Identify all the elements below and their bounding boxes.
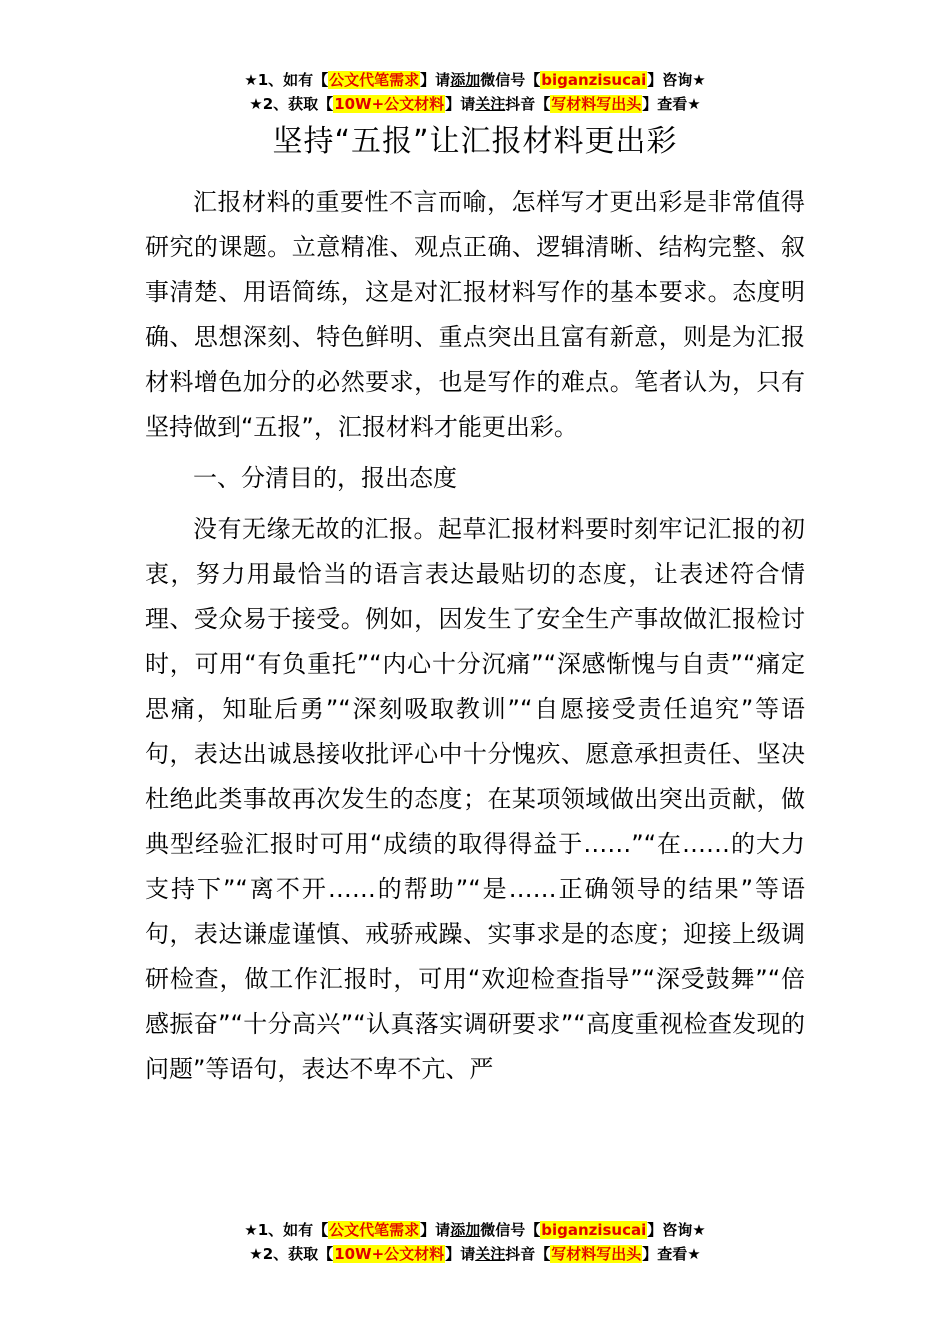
section-heading: 一、分清目的，报出态度 [193, 464, 457, 492]
highlight-text: 公文代笔需求 [329, 1221, 420, 1239]
underlined-text: 添加 [450, 71, 481, 89]
banner-text: 】请 [445, 1245, 476, 1263]
banner-text: 抖音【 [505, 95, 551, 113]
banner-text: ★1、如有【 [244, 1221, 329, 1239]
section-paragraph: 没有无缘无故的汇报。起草汇报材料要时刻牢记汇报的初衷，努力用最恰当的语言表达最贴切的态度，让表述符合情理、受众易于接受。例如，因发生了安全生产事故做汇报检讨时，可用“有负重托”“内心十分沉痛”“深感惭愧与自责”“痛定思痛，知耻后勇”“深刻吸取教训”“自愿接受责任追究”等语句，表达出诚恳接收批评心中十分愧疚、愿意承担责任、坚决杜绝此类事故再次发生的态度；在某项领域做出突出贡献，做典型经验汇报时可用“成绩的取得得益于……”“在……的大力支持下”“离不开……的帮助”“是……正确领导的结果”等语句，表达谦虚谨慎、戒骄戒躁、实事求是的态度；迎接上级调研检查，做工作汇报时，可用“欢迎检查指导”“深受鼓舞”“倍感振奋”“十分高兴”“认真落实调研要求”“高度重视检查发现的问题”等语句，表达不卑不亢、严 [145, 515, 805, 1083]
douyin-id: 写材料写出头 [551, 1245, 642, 1263]
header-banner [0, 68, 950, 116]
banner-text: ★2、获取【 [249, 1245, 334, 1263]
underlined-text: 关注 [475, 1245, 506, 1263]
underlined-text: 关注 [475, 95, 506, 113]
wechat-id: biganzisucai [541, 71, 647, 89]
douyin-id: 写材料写出头 [551, 95, 642, 113]
banner-text: ★2、获取【 [249, 95, 334, 113]
banner-text: 微信号【 [480, 71, 541, 89]
banner-text: 】咨询★ [647, 71, 706, 89]
underlined-text: 添加 [450, 1221, 481, 1239]
banner-text: 微信号【 [480, 1221, 541, 1239]
intro-paragraph: 汇报材料的重要性不言而喻，怎样写才更出彩是非常值得研究的课题。立意精准、观点正确、逻辑清晰、结构完整、叙事清楚、用语简练，这是对汇报材料写作的基本要求。态度明确、思想深刻、特色鲜明、重点突出且富有新意，则是为汇报材料增色加分的必然要求，也是写作的难点。笔者认为，只有坚持做到“五报”，汇报材料才能更出彩。 [145, 188, 805, 441]
banner-line-2 [0, 1242, 950, 1266]
highlight-text: 公文代笔需求 [329, 71, 420, 89]
highlight-text: 10W+公文材料 [334, 1245, 445, 1263]
document-body [145, 180, 805, 1092]
banner-line-1 [0, 68, 950, 92]
banner-text: 】请 [445, 95, 476, 113]
banner-text: ★1、如有【 [244, 71, 329, 89]
banner-text: 抖音【 [505, 1245, 551, 1263]
document-title: 坚持“五报”让汇报材料更出彩 [272, 124, 678, 159]
banner-text: 】咨询★ [647, 1221, 706, 1239]
banner-text: 】查看★ [642, 1245, 701, 1263]
banner-text: 】请 [420, 1221, 451, 1239]
banner-text: 】请 [420, 71, 451, 89]
footer-banner [0, 1218, 950, 1266]
wechat-id: biganzisucai [541, 1221, 647, 1239]
banner-line-2 [0, 92, 950, 116]
banner-line-1 [0, 1218, 950, 1242]
banner-text: 】查看★ [642, 95, 701, 113]
highlight-text: 10W+公文材料 [334, 95, 445, 113]
